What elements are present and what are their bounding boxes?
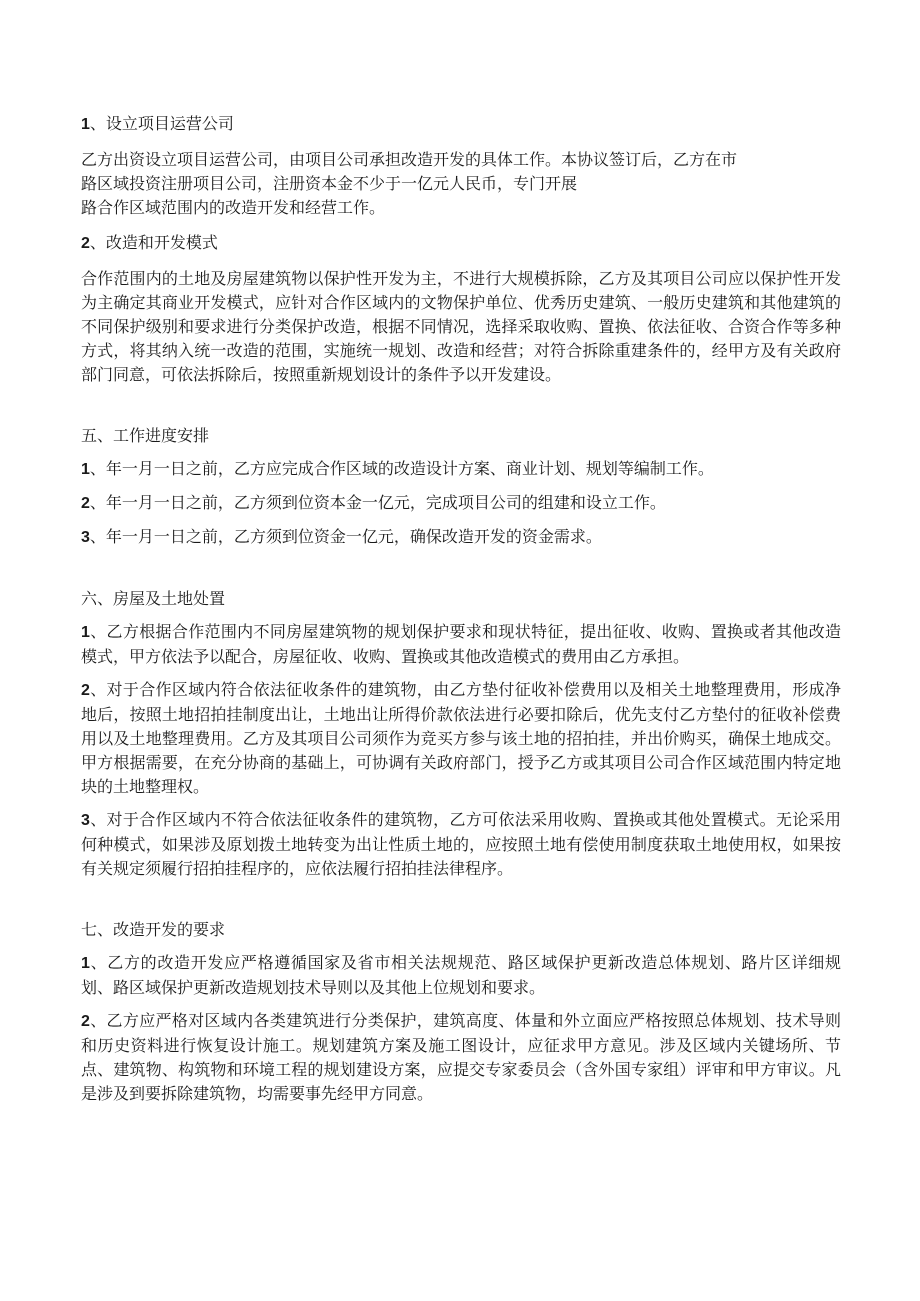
section-heading: 六、房屋及土地处置 [81,589,226,608]
item-text: 、年一月一日之前，乙方须到位资金一亿元，确保改造开发的资金需求。 [89,527,602,546]
list-item [81,525,841,550]
item-text: 、年一月一日之前，乙方须到位资本金一亿元，完成项目公司的组建和设立工作。 [89,493,666,512]
item-text: 、对于合作区域内符合依法征收条件的建筑物，由乙方垫付征收补偿费用以及相关土地整理费用，形成净地后，按照土地招拍挂制度出让，土地出让所得价款依法进行必要扣除后，优先支付乙方垫付的征收补偿费用以及土地整理费用。乙方及其项目公司须作为竞买方参与该土地的招拍挂，并出价购买，确保土地成交。甲方根据需要，在充分协商的基础上，可协调有关政府部门，授予乙方或其项目公司合作区域范围内特定地块的土地整理权。 [81,680,841,796]
item-text: 、年一月一日之前，乙方应完成合作区域的改造设计方案、商业计划、规划等编制工作。 [89,459,714,478]
item-title: 、改造和开发模式 [89,233,218,252]
item-title: 、设立项目运营公司 [89,114,234,133]
document-page [81,112,841,1106]
list-item [81,1009,841,1106]
item-number: 3 [81,529,90,546]
paragraph-line: 路区域投资注册项目公司，注册资本金不少于一亿元人民币，专门开展 [81,174,578,193]
item-number: 3 [81,812,90,829]
list-item [81,678,841,799]
item-number: 1 [81,955,90,972]
list-item [81,491,841,516]
item-number: 2 [81,1013,90,1030]
list-item [81,457,841,482]
paragraph-line: 路合作区域范围内的改造开发和经营工作。 [81,198,386,217]
paragraph-line: 乙方出资设立项目运营公司，由项目公司承担改造开发的具体工作。本协议签订后，乙方在市 [81,150,738,169]
item-text: 、对于合作区域内不符合依法征收条件的建筑物，乙方可依法采用收购、置换或其他处置模式。无论采用何种模式，如果涉及原划拨土地转变为出让性质土地的，应按照土地有偿使用制度获取土地使用权，如果按有关规定须履行招拍挂程序的，应依法履行招拍挂法律程序。 [81,810,841,878]
item-number: 1 [81,116,90,133]
item-number: 1 [81,624,90,641]
item-text: 、乙方应严格对区域内各类建筑进行分类保护，建筑高度、体量和外立面应严格按照总体规划、技术导则和历史资料进行恢复设计施工。规划建筑方案及施工图设计，应征求甲方意见。涉及区域内关键场所、节点、建筑物、构筑物和环境工程的规划建设方案，应提交专家委员会（含外国专家组）评审和甲方审议。凡是涉及到要拆除建筑物，均需要事先经甲方同意。 [81,1011,841,1103]
list-item [81,951,841,1000]
item-heading [81,231,841,256]
item-number: 1 [81,461,90,478]
paragraph: 合作范围内的土地及房屋建筑物以保护性开发为主，不进行大规模拆除，乙方及其项目公司应以保护性开发为主确定其商业开发模式，应针对合作区域内的文物保护单位、优秀历史建筑、一般历史建筑和其他建筑的不同保护级别和要求进行分类保护改造，根据不同情况，选择采取收购、置换、依法征收、合资合作等多种方式，将其纳入统一改造的范围，实施统一规划、改造和经营；对符合拆除重建条件的，经甲方及有关政府部门同意，可依法拆除后，按照重新规划设计的条件予以开发建设。 [81,269,841,384]
section-heading: 五、工作进度安排 [81,426,210,445]
item-text: 、乙方的改造开发应严格遵循国家及省市相关法规规范、路区域保护更新改造总体规划、路片区详细规划、路区域保护更新改造规划技术导则以及其他上位规划和要求。 [81,953,841,997]
section-heading: 七、改造开发的要求 [81,920,226,939]
item-number: 2 [81,235,90,252]
item-text: 、乙方根据合作范围内不同房屋建筑物的规划保护要求和现状特征，提出征收、收购、置换或者其他改造模式，甲方依法予以配合，房屋征收、收购、置换或其他改造模式的费用由乙方承担。 [81,622,841,666]
item-number: 2 [81,682,90,699]
list-item [81,620,841,669]
item-number: 2 [81,495,90,512]
list-item [81,808,841,881]
item-heading [81,112,841,137]
